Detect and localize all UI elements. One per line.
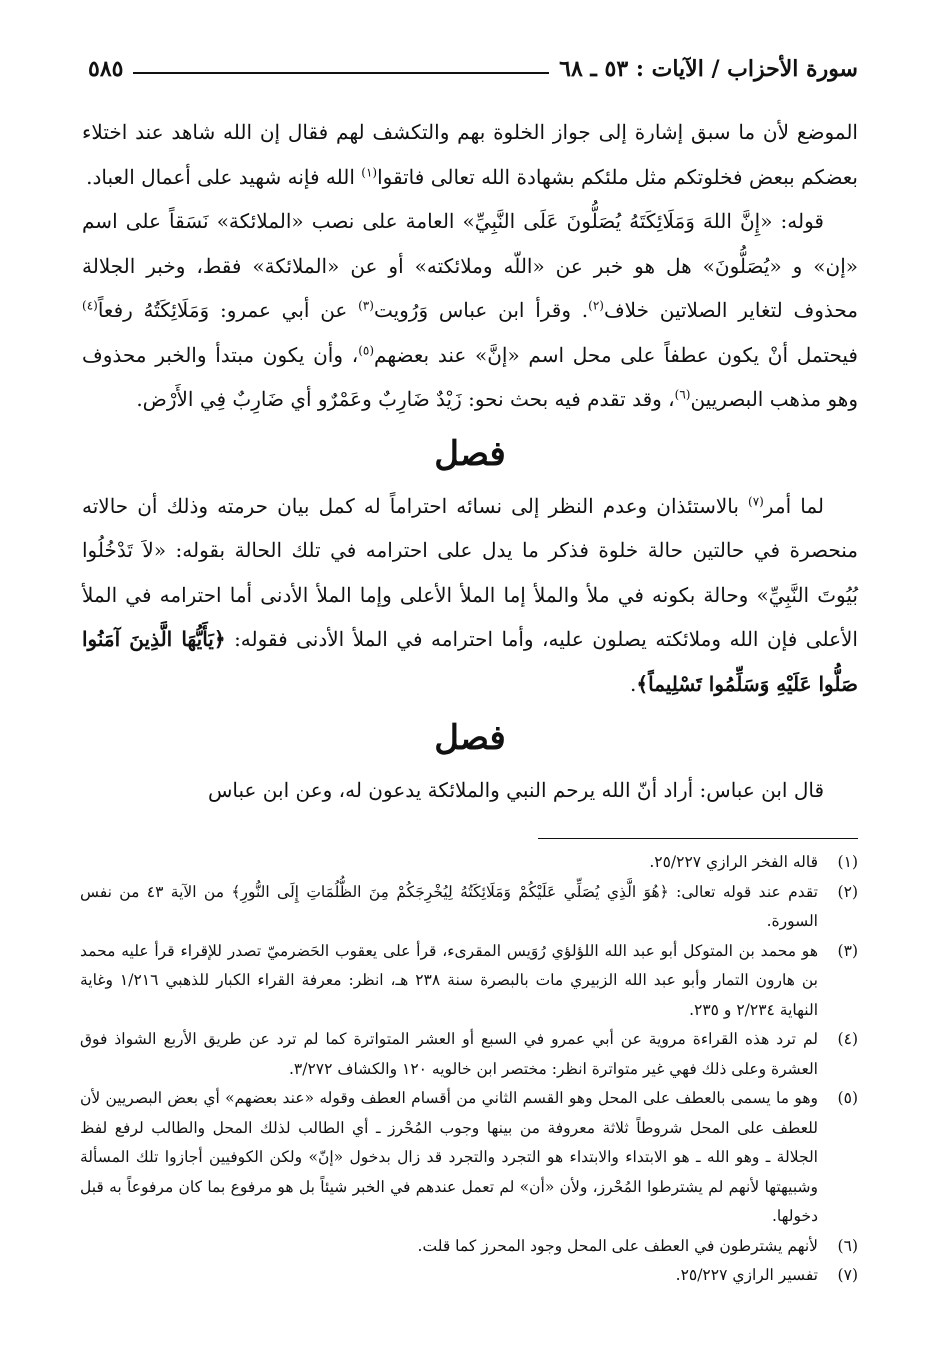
footnote-ref-3[interactable]: (٣) — [358, 298, 374, 313]
footnote-ref-4[interactable]: (٤) — [82, 298, 98, 313]
paragraph-1-text: الموضع لأن ما سبق إشارة إلى جواز الخلوة بهم والتكشف لهم فقال إن الله شاهد عند اختلاء بعضكم ببعض فخلوتكم مثل ملئكم بشهادة الله تعالى فاتقوا — [82, 120, 858, 189]
footnote-number: (٤) — [837, 1030, 858, 1048]
section-heading-2: فصل — [434, 718, 506, 758]
paragraph-3-text-a: لما أمر — [763, 493, 824, 518]
header-rule — [133, 72, 549, 74]
footnote-text: لأنهم يشترطون في العطف على المحل وجود المحرز كما قلت. — [417, 1236, 818, 1255]
footnote-number: (٥) — [837, 1089, 858, 1107]
footnote-number: (٣) — [837, 941, 858, 960]
page-header — [88, 38, 858, 82]
footnote-7 — [80, 1261, 858, 1291]
paragraph-1 — [82, 110, 858, 199]
footnote-text: قاله الفخر الرازي ٢٥/٢٢٧. — [649, 853, 818, 871]
paragraph-3 — [82, 484, 858, 707]
paragraph-3-end: . — [630, 671, 637, 696]
footnote-text: تقدم عند قوله تعالى: ﴿هُوَ الَّذِي يُصَلِّي عَلَيْكُمْ وَمَلَائِكَتُهُ لِيُخْرِجَكُمْ مِنَ الظُّلُمَاتِ إِلَى النُّورِ﴾ من الآية ٤٣ من نفس السورة. — [80, 882, 818, 930]
footnote-number: (٢) — [837, 882, 858, 901]
paragraph-4: قال ابن عباس: أراد أنّ الله يرحم النبي والملائكة يدعون له، وعن ابن عباس — [207, 778, 824, 802]
section-heading-1: فصل — [434, 433, 506, 474]
footnote-ref-1[interactable]: (١) — [361, 164, 378, 179]
footnote-text: هو محمد بن المتوكل أبو عبد الله اللؤلؤي رُوَيس المقرىء، قرأ على يعقوب الحَضرميّ تصدر للإقراء قرأ عليه محمد بن هارون التمار وأبو عبد الله الزبيري مات بالبصرة سنة ٢٣٨ هـ، انظر: معرفة القراء الكبار للذهبي ١/٢١٦ وغاية النهاية ٢/٢٣٤ و ٢٣٥. — [80, 941, 818, 1019]
footnote-ref-2[interactable]: (٢) — [588, 298, 604, 313]
footnote-ref-7[interactable]: (٧) — [748, 493, 764, 508]
footnote-6 — [80, 1232, 858, 1262]
footnote-ref-6[interactable]: (٦) — [674, 387, 691, 402]
footnote-number: (١) — [837, 853, 858, 871]
paragraph-2-text-d: فيحتمل أنْ يكون عطفاً على محل اسم «إنَّ» عند بعضهم — [374, 342, 858, 367]
paragraph-2-text-c: عن أبي عمرو: وَمَلَائِكَتُهُ رفعاً — [97, 298, 359, 322]
footnote-4 — [80, 1025, 858, 1084]
footnotes — [80, 848, 858, 1291]
page-number: ٥٨٥ — [88, 56, 124, 82]
paragraph-2 — [82, 199, 858, 422]
surah-title: سورة الأحزاب / الآيات : ٥٣ ـ ٦٨ — [559, 56, 858, 82]
paragraph-2-text-b: . وقرأ ابن عباس وَرُويت — [373, 298, 589, 322]
paragraph-3-text-b: بالاستئذان وعدم النظر إلى نسائه احتراماً له كمل بيان حرمته وذلك أن حالاته منحصرة في حالتين حالة خلوة فذكر ما يدل على احترامه في تلك الحالة بقوله: «لاَ تَدْخُلُوا بُيُوتَ النَّبِيِّ» وحالة بكونه في ملأ والملأ إما الملأ الأعلى وإما الملأ الأدنى أما احترامه في الملأ الأعلى فإن الله وملائكته يصلون عليه، وأما احترامه في الملأ الأدنى فقوله: — [82, 493, 859, 651]
footnote-ref-5[interactable]: (٥) — [358, 342, 375, 357]
footnote-number: (٦) — [837, 1236, 858, 1255]
footnote-text: تفسير الرازي ٢٥/٢٢٧. — [675, 1266, 818, 1284]
footnote-number: (٧) — [837, 1266, 858, 1284]
footnote-5 — [80, 1084, 858, 1232]
footnote-text: وهو ما يسمى بالعطف على المحل وهو القسم الثاني من أقسام العطف وقوله «عند بعضهم» أي بعض البصريين لأن للعطف على المحل شروطاً ثلاثة معروفة من بينها وجوب المُحْرز ـ أي الطالب لذلك المحل والطالب لرفع لفظ الجلالة ـ وهو الله ـ هو الابتداء والابتداء هو التجرد والتجرد قد زال بدخول «إنّ» ولكن الكوفيين أجازوا تلك المسألة وشبيهتها لأنهم لم يشترطوا المُحْرز، ولأن «أن» لم تعمل عندهم في الخبر شيئاً بل هو مرفوع بما كان مرفوعاً به قبل دخولها. — [80, 1089, 818, 1225]
footnote-3 — [80, 937, 858, 1026]
quran-verse: ﴿يَأَيُّهَا الَّذِينَ آمَنُوا صَلُّوا عَلَيْهِ وَسَلِّمُوا تَسْلِيماً﴾ — [82, 627, 858, 696]
paragraph-2-text-e: ، وأن يكون مبتدأ والخبر محذوف وهو مذهب البصريين — [82, 342, 858, 411]
footnote-separator — [538, 838, 858, 839]
paragraph-2-text-a: قوله: «إِنَّ اللهَ وَمَلَائِكَتَهُ يُصَلُّونَ عَلَى النَّبِيِّ» العامة على نصب «الملائكة» نَسَقاً على اسم «إن» و «يُصَلُّونَ» هل هو خبر عن «اللّه وملائكته» أو عن «الملائكة» فقط، وخبر الجلالة محذوف لتغاير الصلاتين خلاف — [82, 209, 858, 322]
main-text — [82, 110, 858, 813]
paragraph-1-end: الله فإنه شهيد على أعمال العباد. — [86, 164, 362, 189]
footnote-text: لم ترد هذه القراءة مروية عن أبي عمرو في السبع أو العشر المتواترة كما لم ترد عن طريق الأربع الشواذ فوق العشرة وعلى ذلك فهي غير متواترة انظر: مختصر ابن خالويه ١٢٠ والكشاف ٣/٢٧٢. — [80, 1030, 818, 1078]
footnote-2 — [80, 878, 858, 937]
footnote-1 — [80, 848, 858, 878]
paragraph-2-text-f: ، وقد تقدم فيه بحث نحو: زَيْدٌ ضَارِبٌ وعَمْرٌو أي ضَارِبٌ فِي الأَرْض. — [136, 387, 675, 411]
